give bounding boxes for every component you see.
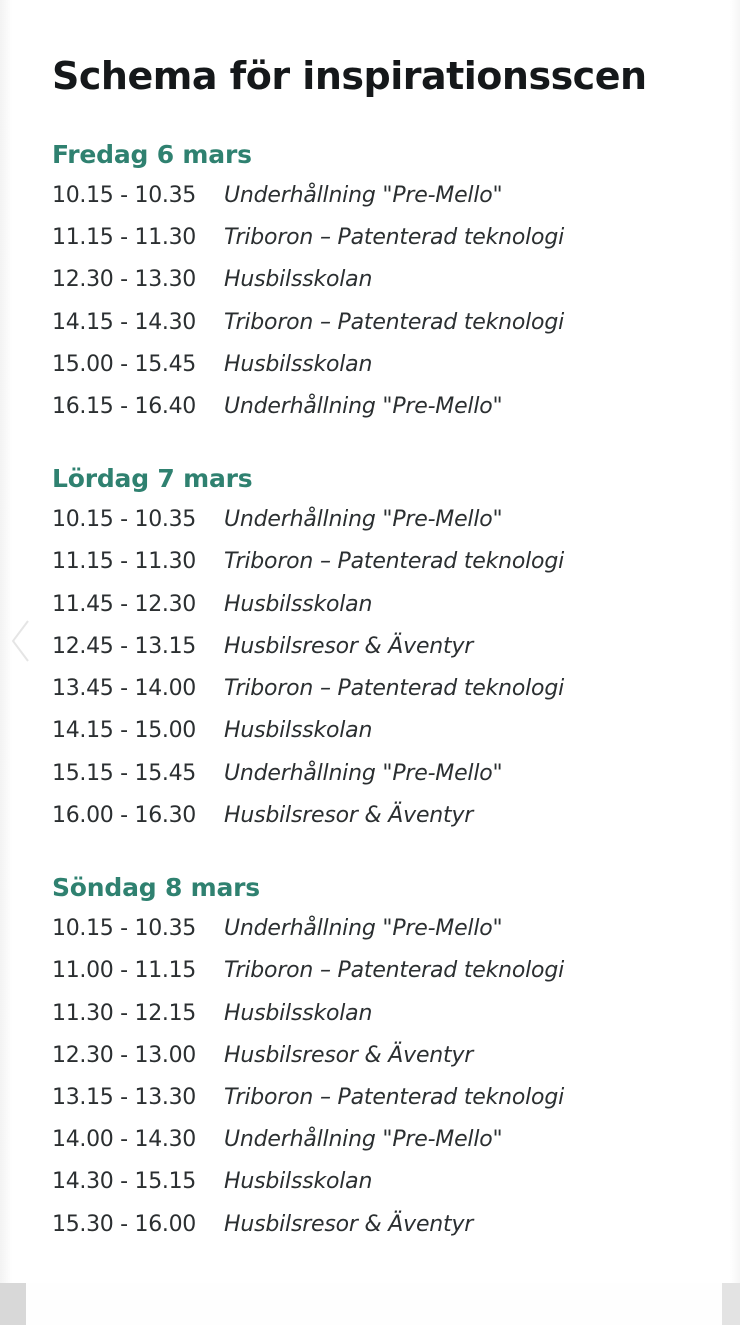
row-event: Husbilsskolan (224, 1169, 373, 1195)
row-event: Triboron – Patenterad teknologi (224, 309, 564, 335)
schedule-row (52, 259, 698, 301)
schedule-row (52, 1077, 698, 1119)
schedule-row (52, 302, 698, 344)
row-event: Husbilsresor & Äventyr (224, 633, 474, 659)
row-event: Husbilsresor & Äventyr (224, 1211, 474, 1237)
day-rows (52, 908, 698, 1246)
row-event: Triboron – Patenterad teknologi (224, 225, 564, 251)
schedule-row (52, 584, 698, 626)
schedule-row (52, 386, 698, 428)
schedule-row (52, 1119, 698, 1161)
row-time: 11.30 - 12.15 (52, 1000, 196, 1026)
day-section-sunday (52, 873, 698, 1246)
row-event: Triboron – Patenterad teknologi (224, 676, 564, 702)
bottom-band-right (722, 1283, 740, 1325)
schedule-row (52, 217, 698, 259)
bottom-band-left (0, 1283, 26, 1325)
row-time: 14.00 - 14.30 (52, 1127, 196, 1153)
day-section-friday (52, 140, 698, 428)
schedule-row (52, 1035, 698, 1077)
schedule-row (52, 993, 698, 1035)
row-event: Husbilsskolan (224, 591, 373, 617)
row-event: Husbilsresor & Äventyr (224, 802, 474, 828)
row-time: 15.30 - 16.00 (52, 1211, 196, 1237)
schedule-row (52, 499, 698, 541)
day-section-saturday (52, 464, 698, 837)
row-event: Husbilsskolan (224, 718, 373, 744)
row-time: 14.30 - 15.15 (52, 1169, 196, 1195)
schedule-row (52, 753, 698, 795)
row-time: 12.45 - 13.15 (52, 633, 196, 659)
row-time: 13.45 - 14.00 (52, 676, 196, 702)
row-event: Underhållning "Pre-Mello" (224, 393, 503, 419)
row-time: 12.30 - 13.00 (52, 1042, 196, 1068)
bottom-edge-band (0, 1283, 740, 1325)
day-heading: Söndag 8 mars (52, 873, 260, 903)
row-event: Husbilsskolan (224, 351, 373, 377)
row-event: Triboron – Patenterad teknologi (224, 958, 564, 984)
row-time: 11.00 - 11.15 (52, 958, 196, 984)
row-time: 14.15 - 15.00 (52, 718, 196, 744)
bottom-band-center (26, 1283, 722, 1325)
row-time: 11.45 - 12.30 (52, 591, 196, 617)
row-time: 10.15 - 10.35 (52, 182, 196, 208)
schedule-row (52, 344, 698, 386)
row-event: Underhållning "Pre-Mello" (224, 1127, 503, 1153)
row-time: 10.15 - 10.35 (52, 916, 196, 942)
day-heading: Fredag 6 mars (52, 139, 252, 169)
row-time: 11.15 - 11.30 (52, 549, 196, 575)
row-event: Underhållning "Pre-Mello" (224, 182, 503, 208)
day-heading: Lördag 7 mars (52, 464, 253, 494)
row-event: Husbilsskolan (224, 267, 373, 293)
schedule-row (52, 1161, 698, 1203)
schedule-row (52, 710, 698, 752)
row-time: 15.15 - 15.45 (52, 760, 196, 786)
schedule-row (52, 626, 698, 668)
day-rows (52, 499, 698, 837)
row-event: Underhållning "Pre-Mello" (224, 507, 503, 533)
row-time: 10.15 - 10.35 (52, 507, 196, 533)
page-title: Schema för inspirationsscen (52, 54, 647, 98)
row-time: 15.00 - 15.45 (52, 351, 196, 377)
row-event: Underhållning "Pre-Mello" (224, 760, 503, 786)
day-rows (52, 175, 698, 428)
row-time: 16.00 - 16.30 (52, 802, 196, 828)
row-time: 11.15 - 11.30 (52, 225, 196, 251)
row-time: 16.15 - 16.40 (52, 393, 196, 419)
row-event: Triboron – Patenterad teknologi (224, 549, 564, 575)
schedule-row (52, 950, 698, 992)
row-event: Triboron – Patenterad teknologi (224, 1085, 564, 1111)
row-time: 14.15 - 14.30 (52, 309, 196, 335)
schedule-row (52, 668, 698, 710)
schedule-row (52, 795, 698, 837)
row-time: 13.15 - 13.30 (52, 1085, 196, 1111)
row-event: Underhållning "Pre-Mello" (224, 916, 503, 942)
row-time: 12.30 - 13.30 (52, 267, 196, 293)
schedule-row (52, 541, 698, 583)
row-event: Husbilsresor & Äventyr (224, 1042, 474, 1068)
schedule-row (52, 908, 698, 950)
schedule-row (52, 175, 698, 217)
schedule-row (52, 1204, 698, 1246)
row-event: Husbilsskolan (224, 1000, 373, 1026)
